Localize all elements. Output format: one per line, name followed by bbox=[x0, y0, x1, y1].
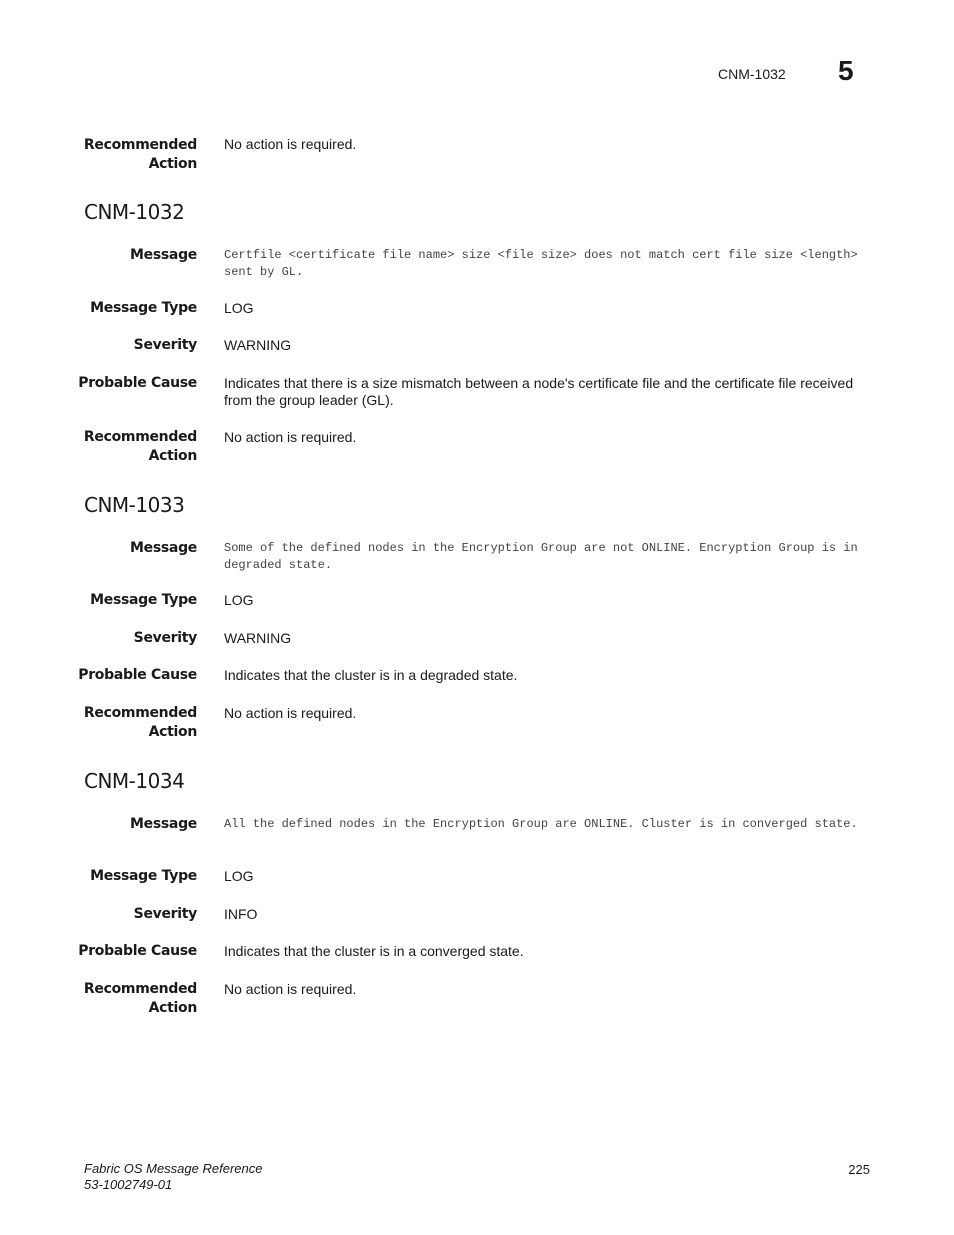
probable-cause-value: Indicates that the cluster is in a converged state. bbox=[224, 943, 524, 959]
severity-label: Severity bbox=[133, 337, 197, 353]
recommended-action-value: No action is required. bbox=[224, 981, 357, 997]
intro-recommended-action-value: No action is required. bbox=[224, 136, 357, 152]
probable-cause-value: Indicates that there is a size mismatch between a node's certificate file and the certificate file received from the group leader (GL). bbox=[224, 375, 854, 408]
message-label: Message bbox=[130, 816, 197, 832]
probable-cause-label: Probable Cause bbox=[78, 375, 197, 391]
severity-value: WARNING bbox=[224, 630, 292, 646]
entry-heading: CNM-1034 bbox=[84, 769, 185, 793]
recommended-action-label: Recommended Action bbox=[83, 981, 197, 1016]
message-type-value: LOG bbox=[224, 300, 254, 316]
message-label: Message bbox=[130, 540, 197, 556]
chapter-number: 5 bbox=[838, 55, 854, 86]
entry-heading: CNM-1032 bbox=[84, 200, 185, 224]
message-label: Message bbox=[130, 247, 197, 263]
message-type-label: Message Type bbox=[90, 868, 197, 884]
message-text: Certfile <certificate file name> size <file size> does not match cert file size <length> sent by GL. bbox=[224, 248, 858, 279]
entry-heading: CNM-1033 bbox=[84, 493, 185, 517]
message-type-value: LOG bbox=[224, 592, 254, 608]
footer-doc-title: Fabric OS Message Reference bbox=[84, 1161, 263, 1176]
recommended-action-label: Recommended Action bbox=[83, 429, 197, 464]
probable-cause-label: Probable Cause bbox=[78, 943, 197, 959]
page-number: 225 bbox=[848, 1162, 870, 1177]
severity-label: Severity bbox=[133, 906, 197, 922]
recommended-action-value: No action is required. bbox=[224, 429, 357, 445]
severity-value: INFO bbox=[224, 906, 258, 922]
message-text: All the defined nodes in the Encryption Group are ONLINE. Cluster is in converged state. bbox=[224, 817, 858, 831]
intro-recommended-action-label: Recommended Action bbox=[83, 137, 197, 172]
severity-value: WARNING bbox=[224, 337, 292, 353]
severity-label: Severity bbox=[133, 630, 197, 646]
message-text: Some of the defined nodes in the Encryption Group are not ONLINE. Encryption Group is in degraded state. bbox=[224, 541, 858, 572]
message-type-value: LOG bbox=[224, 868, 254, 884]
recommended-action-label: Recommended Action bbox=[83, 705, 197, 740]
message-type-label: Message Type bbox=[90, 592, 197, 608]
footer-doc-number: 53-1002749-01 bbox=[84, 1177, 173, 1192]
running-header-section-id: CNM-1032 bbox=[718, 66, 786, 82]
recommended-action-value: No action is required. bbox=[224, 705, 357, 721]
message-type-label: Message Type bbox=[90, 300, 197, 316]
probable-cause-label: Probable Cause bbox=[78, 667, 197, 683]
probable-cause-value: Indicates that the cluster is in a degraded state. bbox=[224, 667, 518, 683]
